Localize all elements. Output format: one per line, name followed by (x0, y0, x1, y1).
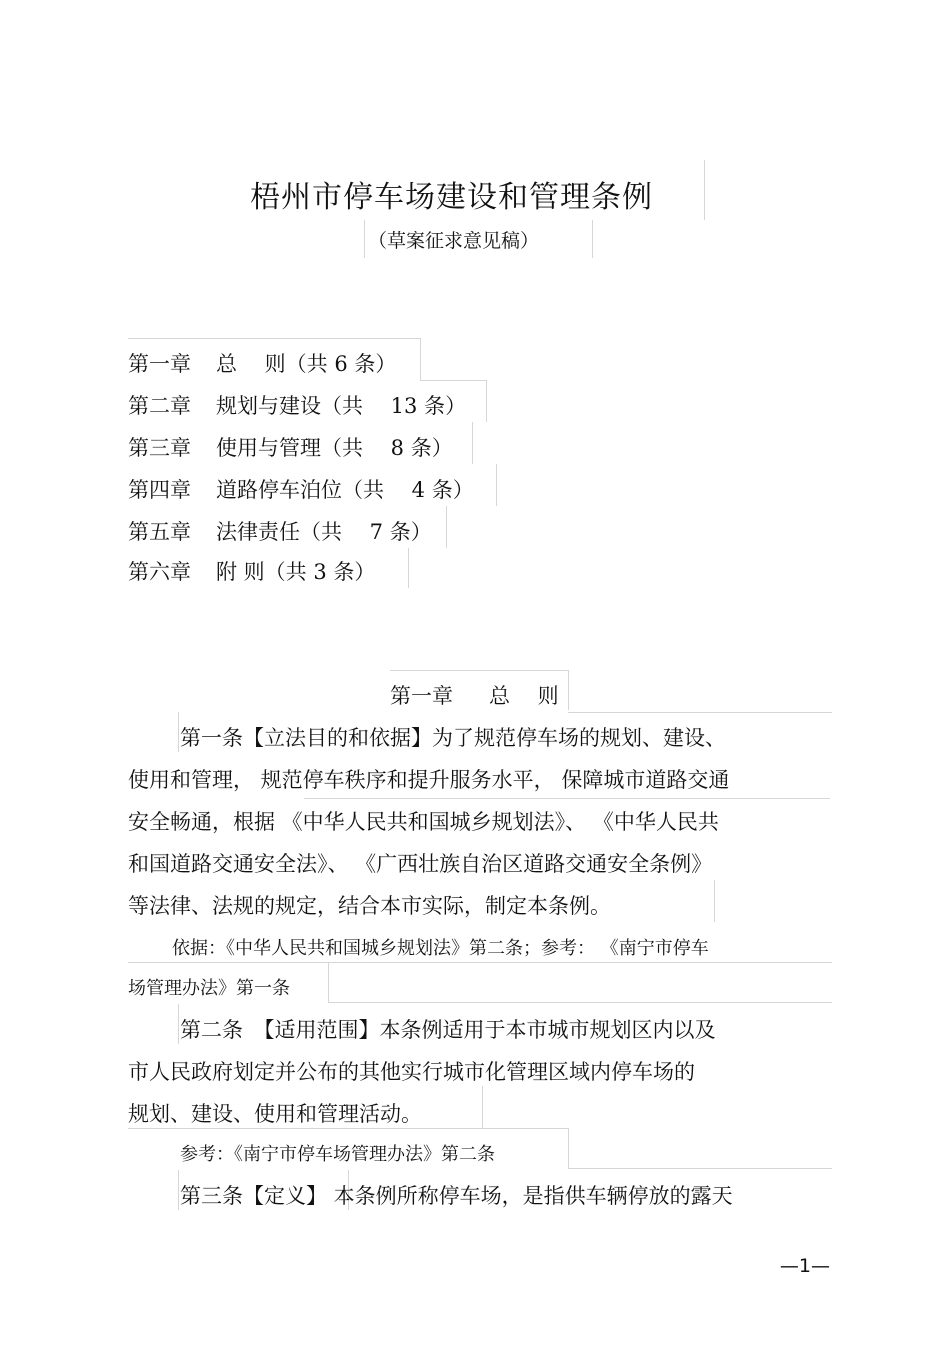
chapter-name: 总 则 (489, 684, 559, 708)
article-1-line: 和国道路交通安全法》、 《广西壮族自治区道路交通安全条例》 (128, 852, 713, 876)
border-artifact (472, 422, 473, 464)
toc-chapter-number: 第六章 (128, 560, 191, 584)
border-artifact (304, 798, 830, 799)
border-artifact (420, 338, 421, 380)
border-artifact (568, 712, 832, 713)
toc-item (128, 474, 474, 504)
toc-item (128, 390, 466, 420)
border-artifact (420, 380, 486, 381)
border-artifact (408, 548, 409, 588)
border-artifact (328, 962, 329, 1002)
toc-chapter-label: 道路停车泊位（共 4 条） (216, 478, 474, 502)
border-artifact (178, 1004, 179, 1044)
border-artifact (568, 670, 569, 710)
toc-chapter-number: 第五章 (128, 520, 191, 544)
border-artifact (128, 338, 420, 339)
toc-chapter-label: 附 则（共 3 条） (216, 560, 376, 584)
toc-chapter-number: 第三章 (128, 436, 191, 460)
toc-chapter-label: 规划与建设（共 13 条） (216, 394, 467, 418)
toc-chapter-number: 第一章 (128, 352, 191, 376)
article-1-note: 场管理办法》第一条 (128, 978, 290, 999)
border-artifact (486, 380, 487, 422)
border-artifact (178, 1170, 179, 1210)
toc-item (128, 516, 432, 546)
border-artifact (390, 670, 568, 671)
article-1-line: 安全畅通，根据 《中华人民共和国城乡规划法》、 《中华人民共 (128, 810, 719, 834)
chapter-heading (390, 680, 559, 710)
toc-chapter-label: 法律责任（共 7 条） (216, 520, 432, 544)
toc-item (128, 348, 396, 378)
border-artifact (328, 1002, 832, 1003)
toc-chapter-number: 第二章 (128, 394, 191, 418)
article-2-line: 市人民政府划定并公布的其他实行城市化管理区域内停车场的 (128, 1060, 695, 1084)
border-artifact (568, 1128, 569, 1168)
article-1-line: 使用和管理， 规范停车秩序和提升服务水平， 保障城市道路交通 (128, 768, 730, 792)
toc-chapter-number: 第四章 (128, 478, 191, 502)
border-artifact (592, 220, 593, 258)
toc-item (128, 432, 453, 462)
toc-chapter-label: 使用与管理（共 8 条） (216, 436, 453, 460)
article-2-note: 参考：《南宁市停车场管理办法》第二条 (180, 1144, 495, 1165)
article-1-note: 依据：《中华人民共和国城乡规划法》第二条；参考： 《南宁市停车 (172, 938, 709, 959)
toc-item (128, 556, 375, 586)
border-artifact (446, 506, 447, 548)
border-artifact (364, 220, 365, 258)
border-artifact (704, 160, 705, 220)
article-2-line: 第二条 【适用范围】本条例适用于本市城市规划区内以及 (180, 1018, 716, 1042)
article-3-line: 第三条【定义】 本条例所称停车场，是指供车辆停放的露天 (180, 1184, 733, 1208)
border-artifact (568, 1168, 832, 1169)
border-artifact (714, 880, 715, 922)
article-2-line: 规划、建设、使用和管理活动。 (128, 1102, 422, 1126)
chapter-number: 第一章 (390, 684, 453, 708)
border-artifact (128, 962, 832, 963)
border-artifact (178, 712, 179, 752)
page-number: —1— (779, 1255, 830, 1277)
article-1-line: 等法律、法规的规定，结合本市实际，制定本条例。 (128, 894, 611, 918)
document-title: 梧州市停车场建设和管理条例 (250, 180, 653, 215)
document-subtitle: （草案征求意见稿） (368, 230, 540, 252)
toc-chapter-label: 总 则（共 6 条） (216, 352, 397, 376)
border-artifact (482, 1086, 483, 1128)
article-1-line: 第一条【立法目的和依据】为了规范停车场的规划、建设、 (180, 726, 726, 750)
border-artifact (496, 464, 497, 506)
border-artifact (128, 1128, 568, 1129)
